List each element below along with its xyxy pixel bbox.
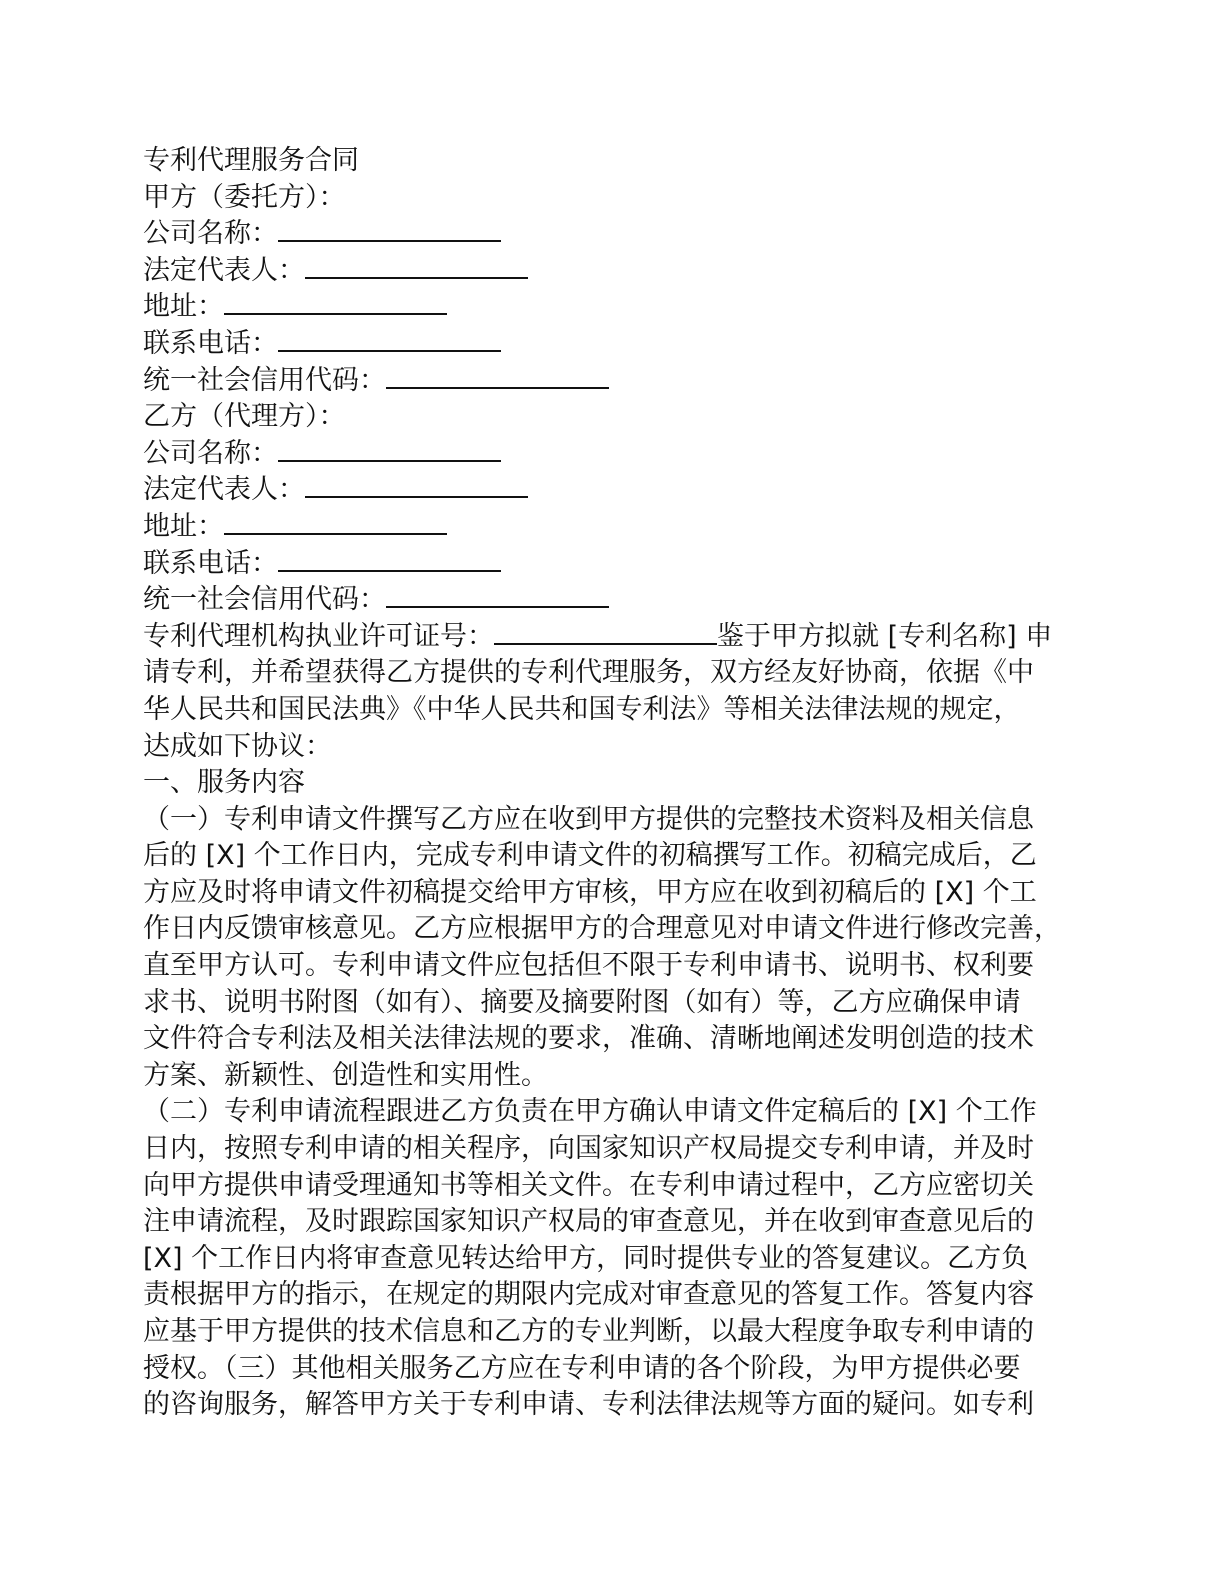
- clause-line: 文件符合专利法及相关法律法规的要求，准确、清晰地阐述发明创造的技术: [143, 1023, 1034, 1055]
- party-b-company-name: [143, 436, 1088, 473]
- clause-line: 日内，按照专利申请的相关程序，向国家知识产权局提交专利申请，并及时: [143, 1133, 1034, 1165]
- clause-line: 直至甲方认可。专利申请文件应包括但不限于专利申请书、说明书、权利要: [143, 950, 1034, 982]
- contract-page: [143, 143, 1088, 1424]
- company-name-blank: [278, 218, 501, 242]
- credit-code-label: 统一社会信用代码：: [143, 584, 386, 616]
- intro-line: 达成如下协议：: [143, 730, 332, 762]
- document-title: 专利代理服务合同: [143, 145, 359, 176]
- party-b-address: [143, 509, 1088, 546]
- company-name-label: 公司名称：: [143, 218, 278, 250]
- legal-rep-label: 法定代表人：: [143, 474, 305, 506]
- clause-line: [X] 个工作日内将审查意见转达给甲方，同时提供专业的答复建议。乙方负: [143, 1242, 1029, 1274]
- address-label: 地址：: [143, 510, 224, 542]
- clause-line: 注申请流程，及时跟踪国家知识产权局的审查意见，并在收到审查意见后的: [143, 1206, 1034, 1238]
- credit-code-label: 统一社会信用代码：: [143, 364, 386, 396]
- address-blank: [224, 511, 447, 535]
- phone-label: 联系电话：: [143, 547, 278, 579]
- intro-line: 请专利，并希望获得乙方提供的专利代理服务，双方经友好协商，依据《中: [143, 657, 1034, 689]
- party-a-phone: [143, 326, 1088, 363]
- clause-line: 方应及时将申请文件初稿提交给甲方审核，甲方应在收到初稿后的 [X] 个工: [143, 876, 1037, 908]
- license-label: 专利代理机构执业许可证号：: [143, 620, 494, 652]
- party-a-address: [143, 289, 1088, 326]
- section-heading: 一、服务内容: [143, 767, 305, 799]
- party-b-legal-rep: [143, 472, 1088, 509]
- clause-line: 的咨询服务，解答甲方关于专利申请、专利法律法规等方面的疑问。如专利: [143, 1389, 1034, 1421]
- clause-line: 责根据甲方的指示，在规定的期限内完成对审查意见的答复工作。答复内容: [143, 1279, 1034, 1311]
- party-b-heading: 乙方（代理方）：: [143, 401, 346, 433]
- clause-line: （一）专利申请文件撰写乙方应在收到甲方提供的完整技术资料及相关信息: [143, 803, 1034, 835]
- phone-blank: [278, 548, 501, 572]
- clause-line: 授权。（三）其他相关服务乙方应在专利申请的各个阶段，为甲方提供必要: [143, 1352, 1021, 1384]
- address-blank: [224, 291, 447, 315]
- legal-rep-blank: [305, 255, 528, 279]
- credit-code-blank: [386, 584, 609, 608]
- party-a-credit-code: [143, 363, 1088, 400]
- intro-text-start: 鉴于甲方拟就 [专利名称] 申: [717, 620, 1053, 652]
- clause-line: 应基于甲方提供的技术信息和乙方的专业判断，以最大程度争取专利申请的: [143, 1316, 1034, 1347]
- party-b-phone: [143, 546, 1088, 583]
- company-name-label: 公司名称：: [143, 437, 278, 469]
- clause-line: 作日内反馈审核意见。乙方应根据甲方的合理意见对申请文件进行修改完善，: [143, 913, 1061, 945]
- clause-line: 后的 [X] 个工作日内，完成专利申请文件的初稿撰写工作。初稿完成后，乙: [143, 840, 1037, 872]
- clause-line: 求书、说明书附图（如有）、摘要及摘要附图（如有）等，乙方应确保申请: [143, 986, 1021, 1018]
- legal-rep-label: 法定代表人：: [143, 254, 305, 286]
- party-b-credit-code: [143, 582, 1088, 619]
- legal-rep-blank: [305, 474, 528, 498]
- company-name-blank: [278, 438, 501, 462]
- address-label: 地址：: [143, 291, 224, 323]
- party-a-heading: 甲方（委托方）：: [143, 181, 346, 213]
- party-a-company-name: [143, 216, 1088, 253]
- phone-label: 联系电话：: [143, 327, 278, 359]
- license-and-intro-line: [143, 619, 1088, 656]
- party-a-legal-rep: [143, 253, 1088, 290]
- clause-line: （二）专利申请流程跟进乙方负责在甲方确认申请文件定稿后的 [X] 个工作: [143, 1096, 1037, 1128]
- clause-line: 向甲方提供申请受理通知书等相关文件。在专利申请过程中，乙方应密切关: [143, 1169, 1034, 1201]
- clause-line: 方案、新颖性、创造性和实用性。: [143, 1059, 548, 1091]
- phone-blank: [278, 328, 501, 352]
- license-blank: [494, 621, 717, 645]
- credit-code-blank: [386, 365, 609, 389]
- intro-line: 华人民共和国民法典》《中华人民共和国专利法》等相关法律法规的规定，: [143, 693, 1021, 725]
